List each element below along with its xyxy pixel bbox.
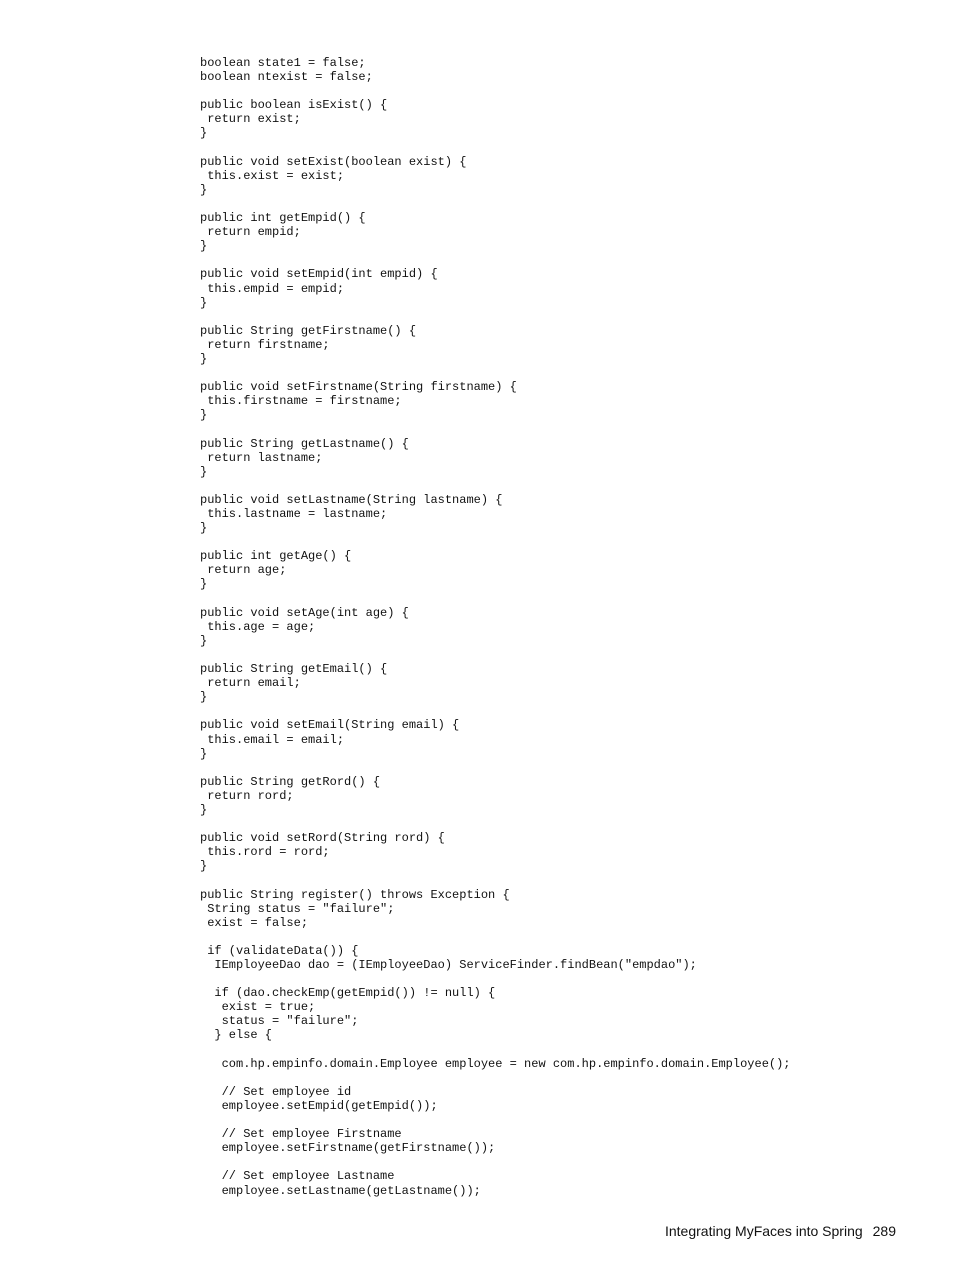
code-line: public int getEmpid() { bbox=[200, 211, 366, 226]
code-line: public void setEmail(String email) { bbox=[200, 718, 460, 733]
code-line bbox=[200, 535, 920, 549]
code-line: status = "failure"; bbox=[200, 1014, 359, 1029]
code-line: public void setFirstname(String firstname) { bbox=[200, 380, 517, 395]
code-line: this.lastname = lastname; bbox=[200, 507, 388, 521]
code-line bbox=[200, 972, 920, 986]
code-line: public String getEmail() { bbox=[200, 662, 388, 677]
code-line: public void setEmpid(int empid) { bbox=[200, 267, 438, 282]
code-line: public String register() throws Exception { bbox=[200, 887, 510, 902]
code-line bbox=[200, 1113, 920, 1127]
code-line: IEmployeeDao dao = (IEmployeeDao) ServiceFinder.findBean("empdao"); bbox=[200, 958, 697, 972]
page-footer bbox=[665, 1223, 896, 1239]
code-line bbox=[200, 1155, 920, 1169]
code-line: com.hp.empinfo.domain.Employee employee = new com.hp.empinfo.domain.Employee(); bbox=[200, 1056, 791, 1071]
code-line: } bbox=[200, 690, 208, 705]
code-line: return rord; bbox=[200, 788, 294, 803]
code-line bbox=[200, 84, 920, 98]
code-line: this.exist = exist; bbox=[200, 168, 345, 183]
page-number: 289 bbox=[872, 1223, 896, 1239]
code-line bbox=[200, 873, 920, 887]
code-line: this.age = age; bbox=[200, 619, 316, 634]
code-line bbox=[200, 366, 920, 380]
code-line: public void setRord(String rord) { bbox=[200, 831, 445, 846]
code-line bbox=[200, 479, 920, 493]
code-line: } bbox=[200, 351, 208, 366]
code-line: } bbox=[200, 408, 208, 423]
code-line bbox=[200, 761, 920, 775]
code-line: } bbox=[200, 182, 208, 197]
code-line: if (validateData()) { bbox=[200, 943, 359, 958]
code-line: employee.setLastname(getLastname()); bbox=[200, 1183, 481, 1198]
code-line bbox=[200, 1043, 920, 1057]
code-line bbox=[200, 592, 920, 606]
code-line bbox=[200, 704, 920, 718]
code-line: boolean state1 = false; bbox=[200, 56, 366, 70]
code-line: } bbox=[200, 859, 208, 874]
code-line: this.empid = empid; bbox=[200, 281, 345, 296]
code-line bbox=[200, 197, 920, 211]
running-section-title: Integrating MyFaces into Spring bbox=[664, 1223, 863, 1239]
code-line: public void setLastname(String lastname) { bbox=[200, 492, 503, 507]
code-line: return email; bbox=[200, 676, 301, 691]
code-line: this.email = email; bbox=[200, 732, 345, 747]
code-line: return firstname; bbox=[200, 337, 330, 352]
code-line: return empid; bbox=[200, 225, 301, 240]
code-line: // Set employee Firstname bbox=[200, 1127, 402, 1142]
code-line: public boolean isExist() { bbox=[200, 98, 388, 113]
code-line: // Set employee Lastname bbox=[200, 1169, 395, 1184]
code-line: public void setExist(boolean exist) { bbox=[200, 154, 467, 169]
code-line: public void setAge(int age) { bbox=[200, 605, 409, 620]
code-line: } bbox=[200, 126, 208, 141]
code-line: } bbox=[200, 464, 208, 479]
code-line bbox=[200, 930, 920, 944]
code-line: this.firstname = firstname; bbox=[200, 394, 402, 409]
code-line: } else { bbox=[200, 1028, 273, 1043]
code-line bbox=[200, 253, 920, 267]
code-line: this.rord = rord; bbox=[200, 845, 330, 860]
code-line: } bbox=[200, 295, 208, 310]
code-line: // Set employee id bbox=[200, 1084, 352, 1099]
code-line: public String getLastname() { bbox=[200, 436, 409, 451]
code-line: exist = true; bbox=[200, 1000, 316, 1015]
code-line: if (dao.checkEmp(getEmpid()) != null) { bbox=[200, 986, 496, 1001]
code-line: exist = false; bbox=[200, 915, 309, 930]
code-line: } bbox=[200, 239, 208, 254]
code-line bbox=[200, 648, 920, 662]
code-line: public int getAge() { bbox=[200, 549, 352, 564]
code-line: employee.setFirstname(getFirstname()); bbox=[200, 1141, 496, 1156]
code-line: public String getRord() { bbox=[200, 774, 381, 789]
code-line: employee.setEmpid(getEmpid()); bbox=[200, 1098, 438, 1113]
code-line: public String getFirstname() { bbox=[200, 323, 417, 338]
code-line: return exist; bbox=[200, 112, 301, 127]
code-line: } bbox=[200, 577, 208, 592]
code-line: String status = "failure"; bbox=[200, 901, 395, 916]
code-line: } bbox=[200, 746, 208, 761]
code-line: return age; bbox=[200, 563, 287, 578]
code-line: boolean ntexist = false; bbox=[200, 70, 373, 85]
code-line bbox=[200, 310, 920, 324]
code-line: } bbox=[200, 521, 208, 536]
code-line bbox=[200, 141, 920, 155]
code-line: } bbox=[200, 633, 208, 648]
code-line bbox=[200, 422, 920, 436]
code-line bbox=[200, 1071, 920, 1085]
code-line: } bbox=[200, 802, 208, 817]
code-listing bbox=[200, 56, 920, 1198]
code-line bbox=[200, 817, 920, 831]
code-line: return lastname; bbox=[200, 450, 323, 465]
